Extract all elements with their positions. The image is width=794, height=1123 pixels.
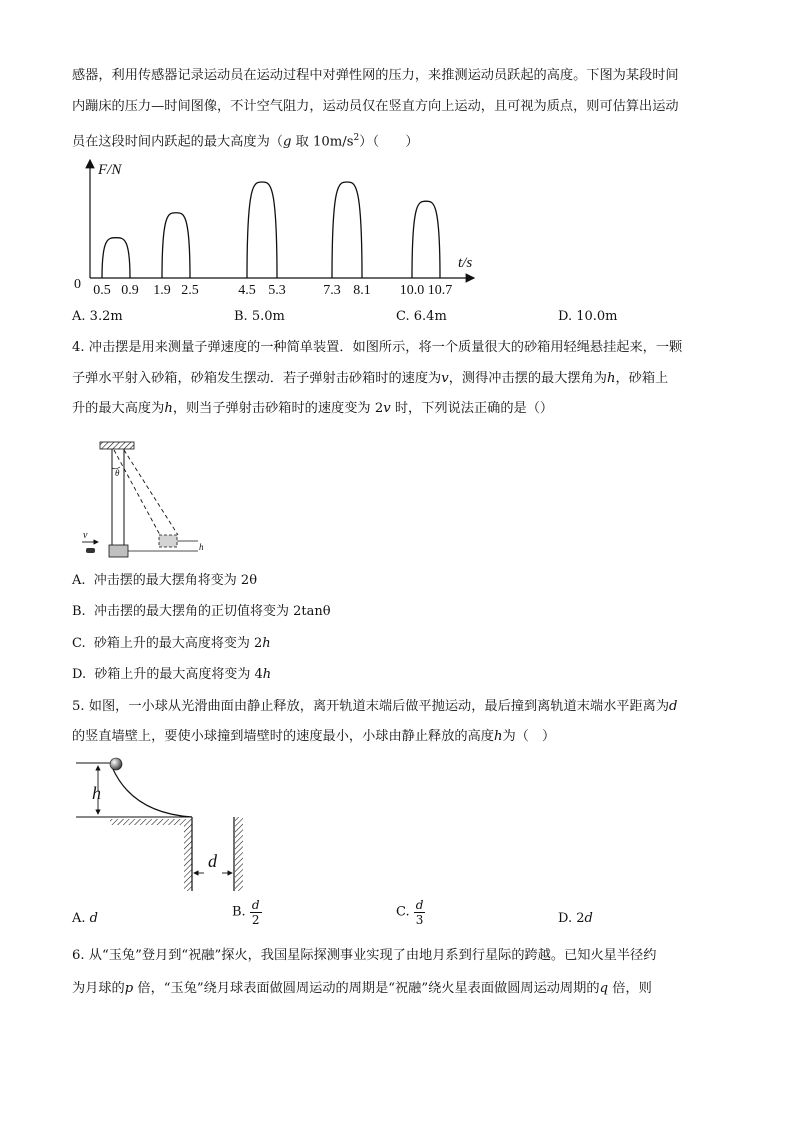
height-label: h [199,542,204,552]
q4-text-line-1: 4. 冲击摆是用来测量子弹速度的一种简单装置．如图所示，将一个质量很大的砂箱用轻绳悬挂起来，一颗 [72,340,683,355]
d-label: d [208,851,217,871]
x-tick-label: 8.1 [353,283,371,298]
q3-option-d[interactable]: D. 10.0m [558,309,618,324]
velocity-label: v [83,530,88,541]
force-time-chart [66,154,486,299]
force-pulse-2 [162,213,190,278]
theta-label: θ [115,468,120,478]
curved-track [112,767,192,817]
h-label: h [92,783,101,803]
q5-option-b[interactable]: B. $\frac{d}{2}$ [232,898,260,927]
q3-text-line-3: 员在这段时间内跃起的最大高度为（g 取 $10m/s^2$）（ ） [72,133,419,150]
x-tick-label: 0.5 [93,283,111,298]
swung-rope-2 [124,450,178,535]
sandbox [109,545,128,557]
y-axis-label: F/N [98,162,122,178]
x-tick-label: 7.3 [323,283,341,298]
q4-text-line-2: 子弹水平射入砂箱，砂箱发生摆动．若子弹射击砂箱时的速度为v，测得冲击摆的最大摆角为h，砂箱上 [72,371,669,386]
q5-option-c[interactable]: C. $\frac{d}{3}$ [396,898,424,927]
q4-option-d[interactable]: D. 砂箱上升的最大高度将变为 4h [72,667,272,682]
x-axis-label: t/s [458,255,473,271]
sandbox-raised [159,535,177,547]
ceiling-support [100,442,134,449]
x-tick-label: 10.7 [427,283,453,298]
q3-text-line-1: 感器，利用传感器记录运动员在运动过程中对弹性网的压力，来推测运动员跃起的高度。下图为某段时间 [72,68,679,83]
force-pulse-5 [412,201,440,278]
platform-hatch [110,819,192,825]
platform-edge-hatch [184,825,192,891]
q5-text-line-2: 的竖直墙壁上，要使小球撞到墙壁时的速度最小，小球由静止释放的高度h为（ ） [72,729,556,744]
q3-option-a[interactable]: A. 3.2m [72,309,123,324]
q5-text-line-1: 5. 如图，一小球从光滑曲面由静止释放，离开轨道末端后做平抛运动，最后撞到离轨道末端水平距离为d [72,699,678,714]
bullet [86,548,95,553]
origin-label: 0 [74,277,81,292]
g-symbol: g [283,134,292,150]
q3-option-c[interactable]: C. 6.4m [396,309,447,324]
q3-option-b[interactable]: B. 5.0m [234,309,285,324]
q5-option-a[interactable]: A. d [72,911,98,926]
q6-text-line-1: 6. 从“玉兔”登月到“祝融”探火，我国星际探测事业实现了由地月系到行星际的跨越。已知火星半径约 [72,948,657,963]
swung-rope-1 [114,450,160,535]
x-tick-label: 0.9 [121,283,139,298]
q4-option-c[interactable]: C. 砂箱上升的最大高度将变为 2h [72,636,271,651]
force-pulse-3 [247,182,277,278]
curved-track-figure [74,755,254,895]
q3-text-line-2: 内蹦床的压力—时间图像，不计空气阻力，运动员仅在竖直方向上运动，且可视为质点，则可估算出运动 [72,99,679,114]
force-pulse-4 [332,182,362,278]
x-tick-label: 10.0 [399,283,425,298]
x-tick-label: 4.5 [238,283,256,298]
q5-option-d[interactable]: D. 2d [558,911,593,926]
q4-option-a[interactable]: A. 冲击摆的最大摆角将变为 2θ [72,573,258,588]
ballistic-pendulum-figure [78,438,228,563]
force-pulse-1 [102,238,130,278]
x-tick-label: 5.3 [268,283,286,298]
q4-text-line-3: 升的最大高度为h，则当子弹射击砂箱时的速度变为 2v 时，下列说法正确的是（） [72,401,554,416]
q4-option-b[interactable]: B. 冲击摆的最大摆角的正切值将变为 2tanθ [72,604,331,619]
wall-hatch [235,817,243,891]
x-tick-label: 2.5 [181,283,199,298]
x-tick-label: 1.9 [153,283,171,298]
q6-text-line-2: 为月球的p 倍，“玉兔”绕月球表面做圆周运动的周期是“祝融”绕火星表面做圆周运动周期的q 倍，则 [72,981,652,996]
ball [110,758,122,770]
